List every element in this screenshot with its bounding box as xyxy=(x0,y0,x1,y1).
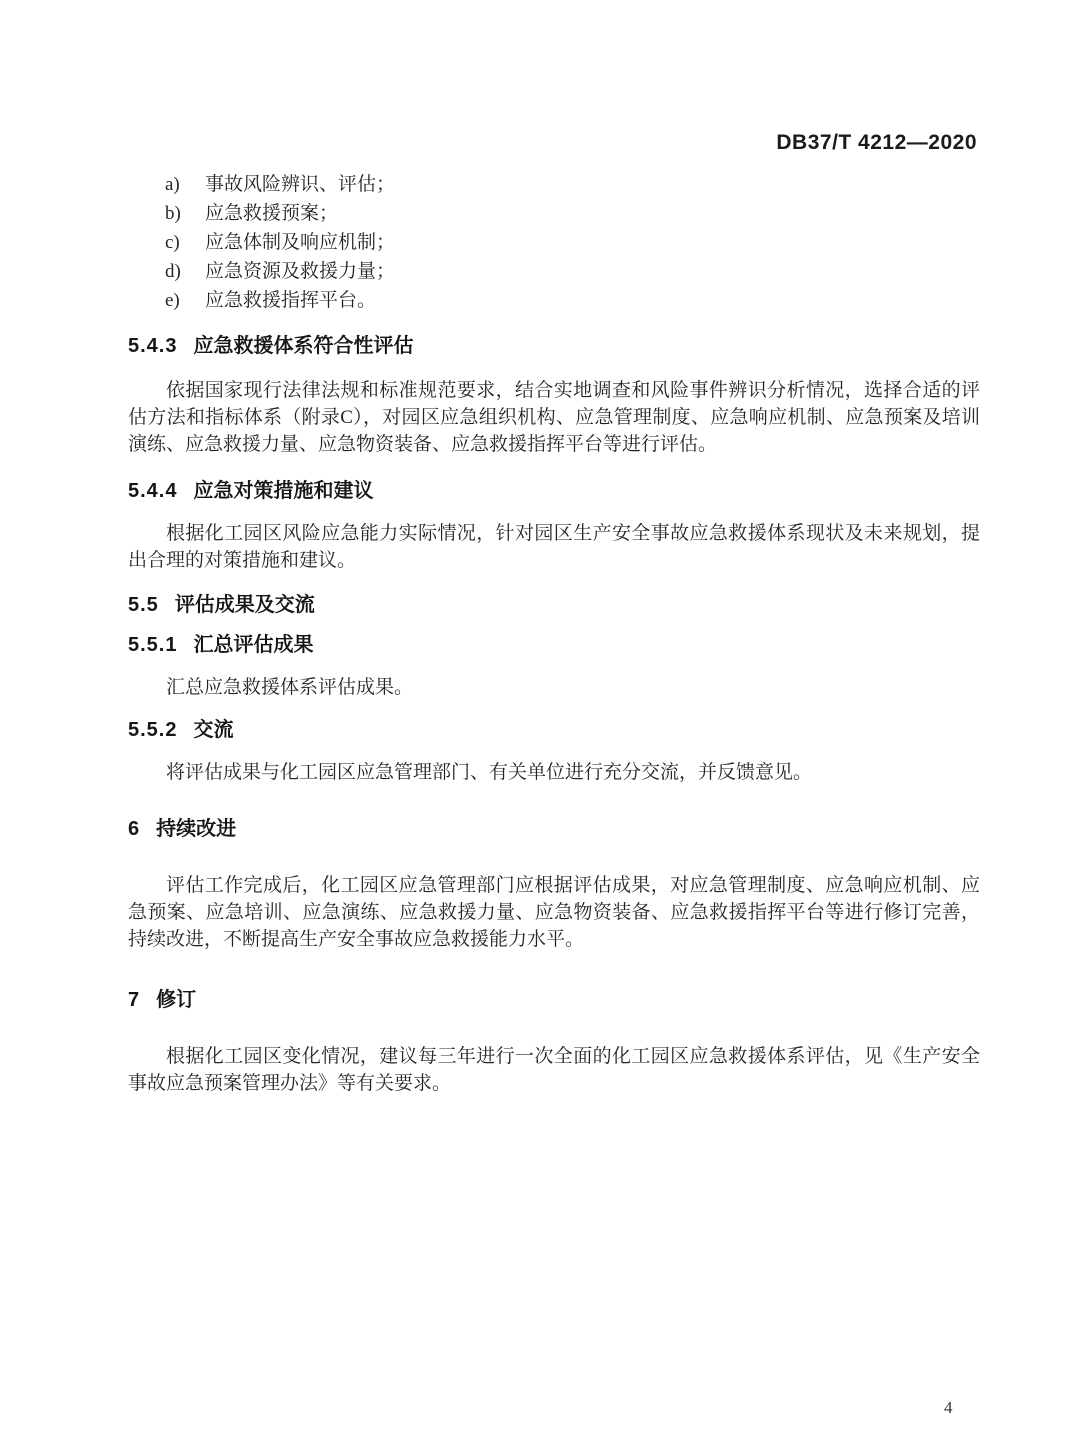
list-item-e xyxy=(128,286,980,315)
document-body xyxy=(128,170,980,1097)
list-item-text: 应急资源及救援力量； xyxy=(205,261,396,282)
section-title: 交流 xyxy=(193,719,234,741)
section-number: 6 xyxy=(128,818,141,840)
list-item-marker: e) xyxy=(165,290,180,311)
section-heading-5-4-3 xyxy=(128,333,980,359)
section-heading-5-5 xyxy=(128,592,980,618)
list-item-a xyxy=(128,170,980,199)
section-title: 持续改进 xyxy=(156,818,237,840)
section-heading-5-5-2 xyxy=(128,717,980,743)
list-item-b xyxy=(128,199,980,228)
section-paragraph: 将评估成果与化工园区应急管理部门、有关单位进行充分交流，并反馈意见。 xyxy=(166,762,813,783)
section-title: 应急救援体系符合性评估 xyxy=(193,335,414,357)
section-heading-5-4-4 xyxy=(128,478,980,504)
lettered-list xyxy=(128,170,980,315)
section-number: 7 xyxy=(128,989,141,1011)
list-item-text: 应急救援指挥平台。 xyxy=(205,290,377,311)
chapter-heading-6 xyxy=(128,816,980,842)
section-heading-5-5-1 xyxy=(128,632,980,658)
list-item-marker: d) xyxy=(165,261,181,282)
list-item-marker: a) xyxy=(165,174,180,195)
section-paragraph: 根据化工园区风险应急能力实际情况，针对园区生产安全事故应急救援体系现状及未来规划，提出合理的对策措施和建议。 xyxy=(128,523,980,571)
list-item-d xyxy=(128,257,980,286)
section-paragraph: 根据化工园区变化情况，建议每三年进行一次全面的化工园区应急救援体系评估，见《生产安全事故应急预案管理办法》等有关要求。 xyxy=(128,1046,980,1094)
section-paragraph: 依据国家现行法律法规和标准规范要求，结合实地调查和风险事件辨识分析情况，选择合适的评估方法和指标体系（附录C），对园区应急组织机构、应急管理制度、应急响应机制、应急预案及培训演练、应急救援力量、应急物资装备、应急救援指挥平台等进行评估。 xyxy=(128,380,980,455)
list-item-text: 应急体制及响应机制； xyxy=(205,232,396,253)
section-title: 汇总评估成果 xyxy=(193,634,314,656)
list-item-text: 应急救援预案； xyxy=(205,203,339,224)
section-number: 5.5.1 xyxy=(128,634,178,656)
section-number: 5.4.4 xyxy=(128,480,178,502)
chapter-heading-7 xyxy=(128,987,980,1013)
list-item-text: 事故风险辨识、评估； xyxy=(205,174,396,195)
section-title: 应急对策措施和建议 xyxy=(193,480,374,502)
page-number: 4 xyxy=(944,1398,953,1417)
list-item-marker: b) xyxy=(165,203,181,224)
section-paragraph: 汇总应急救援体系评估成果。 xyxy=(166,677,414,698)
section-number: 5.5 xyxy=(128,594,159,616)
section-number: 5.5.2 xyxy=(128,719,178,741)
section-number: 5.4.3 xyxy=(128,335,178,357)
document-code-header: DB37/T 4212—2020 xyxy=(776,131,977,154)
section-title: 修订 xyxy=(156,989,197,1011)
list-item-marker: c) xyxy=(165,232,180,253)
section-paragraph: 评估工作完成后，化工园区应急管理部门应根据评估成果，对应急管理制度、应急响应机制、应急预案、应急培训、应急演练、应急救援力量、应急物资装备、应急救援指挥平台等进行修订完善，持续改进，不断提高生产安全事故应急救援能力水平。 xyxy=(128,875,980,950)
list-item-c xyxy=(128,228,980,257)
section-title: 评估成果及交流 xyxy=(174,594,315,616)
